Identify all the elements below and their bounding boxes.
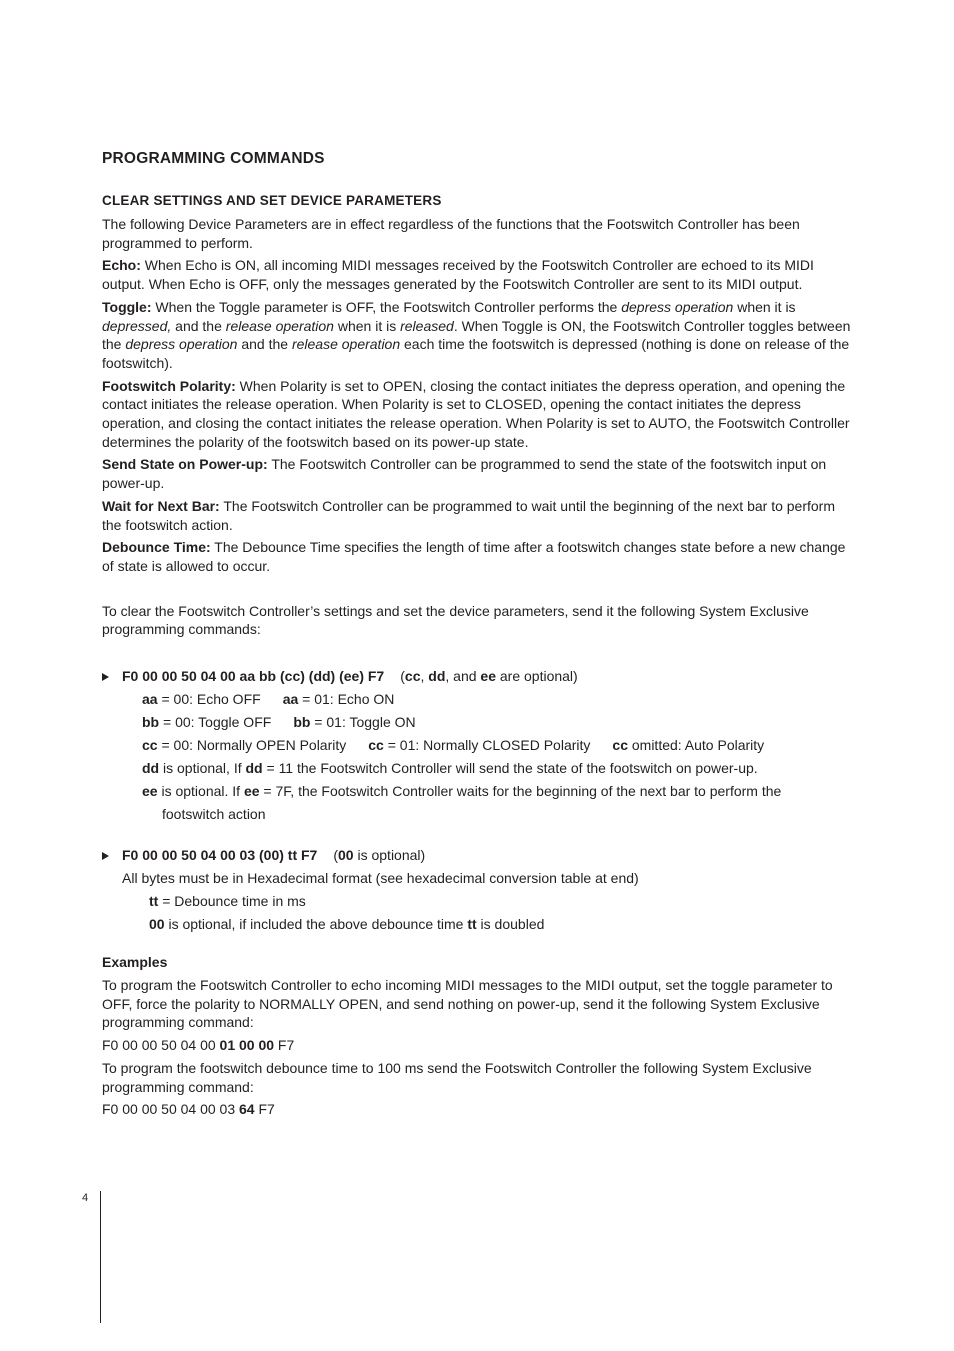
param-value: = 01: Normally CLOSED Polarity — [383, 737, 591, 754]
param-value: = 11 the Footswitch Controller will send the state of the footswitch on power-up. — [262, 760, 758, 777]
note-key: cc — [404, 668, 421, 685]
param-echo — [102, 256, 852, 293]
example-code: F0 00 00 50 04 00 03 — [102, 1101, 239, 1118]
spacer — [102, 936, 852, 954]
spacer — [102, 643, 852, 665]
command-code: F0 00 00 50 04 00 aa bb (cc) (dd) (ee) F7 — [122, 668, 385, 685]
param-key: bb — [142, 714, 160, 731]
example-code: F0 00 00 50 04 00 — [102, 1037, 220, 1054]
param-text: . When Toggle is ON, the Footswitch Controller toggles between the — [102, 317, 851, 353]
param-text: The Footswitch Controller can be programmed to wait until the beginning of the next bar to perform the footswitch action. — [102, 497, 836, 533]
note-text: is optional) — [353, 847, 426, 864]
example-code-highlight: 64 — [239, 1101, 255, 1118]
param-text: When Polarity is set to OPEN, closing the contact initiates the depress operation, and opening the contact initiates the release operation. When Polarity is set to CLOSED, opening the contact initiates the depress operation, and closing the contact initiates the release operation. When Polarity is set to AUTO, the Footswitch Controller determines the polarity of the footswitch based on its power-up state. — [102, 377, 850, 450]
param-text: when it is — [333, 317, 401, 334]
param-value: is doubled — [476, 916, 545, 933]
param-key: tt — [467, 916, 477, 933]
param-cc-line — [102, 734, 852, 757]
note-text: are optional) — [495, 668, 578, 685]
note-text: ( — [400, 668, 405, 685]
param-key: bb — [293, 714, 311, 731]
param-value: omitted: Auto Polarity — [627, 737, 765, 754]
param-polarity — [102, 377, 852, 452]
note-key: ee — [480, 668, 496, 685]
param-text: each time the footswitch is depressed (nothing is done on release of the footswitch). — [102, 336, 850, 371]
param-key: cc — [368, 737, 384, 754]
param-value: = 00: Normally OPEN Polarity — [157, 737, 347, 754]
param-key: cc — [612, 737, 628, 754]
note-key: dd — [428, 668, 446, 685]
spacer — [102, 826, 852, 844]
param-key: 00 — [149, 916, 165, 933]
example-1-command — [102, 1036, 852, 1055]
example-1-text: To program the Footswitch Controller to echo incoming MIDI messages to the MIDI output, set the toggle parameter to OFF, force the polarity to NORMALLY OPEN, and send nothing on power-up, send it the following System Exclusive programming command: — [102, 977, 833, 1031]
param-00-line — [102, 913, 852, 936]
param-emphasis: release operation — [225, 317, 334, 334]
param-toggle — [102, 298, 852, 373]
param-value: = Debounce time in ms — [158, 893, 306, 910]
param-dd-line — [102, 757, 852, 780]
param-label: Wait for Next Bar: — [102, 497, 220, 514]
triangle-bullet-icon — [102, 852, 109, 860]
example-2-command — [102, 1100, 852, 1119]
param-value: = 00: Toggle OFF — [159, 714, 272, 731]
param-debounce — [102, 538, 852, 575]
param-key: ee — [142, 783, 158, 800]
param-key: cc — [142, 737, 158, 754]
param-text: The Debounce Time specifies the length of time after a footswitch changes state before a new change of state is allowed to occur. — [102, 539, 846, 574]
param-emphasis: depressed, — [102, 317, 172, 334]
param-ee-continuation: footswitch action — [162, 806, 266, 823]
examples-heading: Examples — [102, 954, 168, 971]
example-code: F7 — [274, 1037, 295, 1054]
example-code-highlight: 01 00 00 — [219, 1037, 275, 1054]
param-key: aa — [142, 691, 158, 708]
hex-format-note: All bytes must be in Hexadecimal format (see hexadecimal conversion table at end) — [122, 870, 639, 887]
section-title: CLEAR SETTINGS AND SET DEVICE PARAMETERS — [102, 193, 442, 208]
page-title: PROGRAMMING COMMANDS — [102, 150, 325, 167]
param-label: Footswitch Polarity: — [102, 377, 236, 394]
param-value: is optional, If — [159, 760, 246, 777]
param-key: dd — [245, 760, 263, 777]
param-emphasis: release operation — [291, 336, 401, 353]
clear-intro-paragraph: To clear the Footswitch Controller’s settings and set the device parameters, send it the following System Exclusive programming commands: — [102, 602, 809, 638]
triangle-bullet-icon — [102, 673, 109, 681]
command-note — [400, 668, 577, 684]
param-wait-bar — [102, 497, 852, 534]
param-ee-line — [102, 780, 852, 803]
param-value: is optional, if included the above debounce time — [164, 916, 468, 933]
param-key: aa — [282, 691, 299, 708]
param-text: When the Toggle parameter is OFF, the Footswitch Controller performs the — [151, 298, 622, 315]
param-emphasis: released — [400, 317, 454, 334]
param-aa-line — [102, 688, 852, 711]
param-text: and the — [237, 336, 292, 353]
spacer — [102, 580, 852, 602]
document-page — [102, 150, 852, 1123]
command-code: F0 00 00 50 04 00 03 (00) tt F7 — [122, 847, 318, 864]
param-value: = 00: Echo OFF — [157, 691, 261, 708]
param-tt-line — [102, 890, 852, 913]
param-key: dd — [142, 760, 160, 777]
param-send-state — [102, 455, 852, 492]
param-text: When Echo is ON, all incoming MIDI messages received by the Footswitch Controller are echoed to its MIDI output. When Echo is OFF, only the messages generated by the Footswitch Controller are sent to its MIDI output. — [102, 257, 814, 293]
margin-rule — [100, 1191, 101, 1323]
param-text: when it is — [733, 298, 796, 315]
intro-paragraph: The following Device Parameters are in effect regardless of the functions that the Footswitch Controller has been programmed to perform. — [102, 216, 800, 251]
param-text: and the — [171, 317, 226, 334]
param-label: Toggle: — [102, 298, 152, 315]
param-key: ee — [243, 783, 260, 800]
param-bb-line — [102, 711, 852, 734]
param-value: = 7F, the Footswitch Controller waits for the beginning of the next bar to perform the — [259, 783, 782, 800]
param-key: tt — [149, 893, 159, 910]
note-text: ( — [333, 847, 339, 864]
note-text: , — [420, 668, 429, 685]
param-emphasis: depress operation — [125, 336, 238, 353]
example-code: F7 — [254, 1101, 275, 1118]
example-2-text: To program the footswitch debounce time to 100 ms send the Footswitch Controller the following System Exclusive programming command: — [102, 1059, 812, 1095]
note-key: 00 — [338, 847, 354, 864]
param-value: = 01: Toggle ON — [310, 714, 416, 731]
param-value: is optional. If — [157, 783, 244, 800]
param-label: Debounce Time: — [102, 539, 211, 556]
param-label: Echo: — [102, 257, 141, 274]
page-number: 4 — [82, 1192, 89, 1204]
command-note — [333, 847, 425, 863]
param-text: The Footswitch Controller can be programmed to send the state of the footswitch input on power-up. — [102, 456, 827, 492]
param-emphasis: depress operation — [621, 298, 734, 315]
param-label: Send State on Power-up: — [102, 456, 268, 473]
note-text: , and — [445, 668, 481, 685]
command-2 — [102, 844, 852, 867]
command-1 — [102, 665, 852, 688]
param-value: = 01: Echo ON — [298, 691, 395, 708]
